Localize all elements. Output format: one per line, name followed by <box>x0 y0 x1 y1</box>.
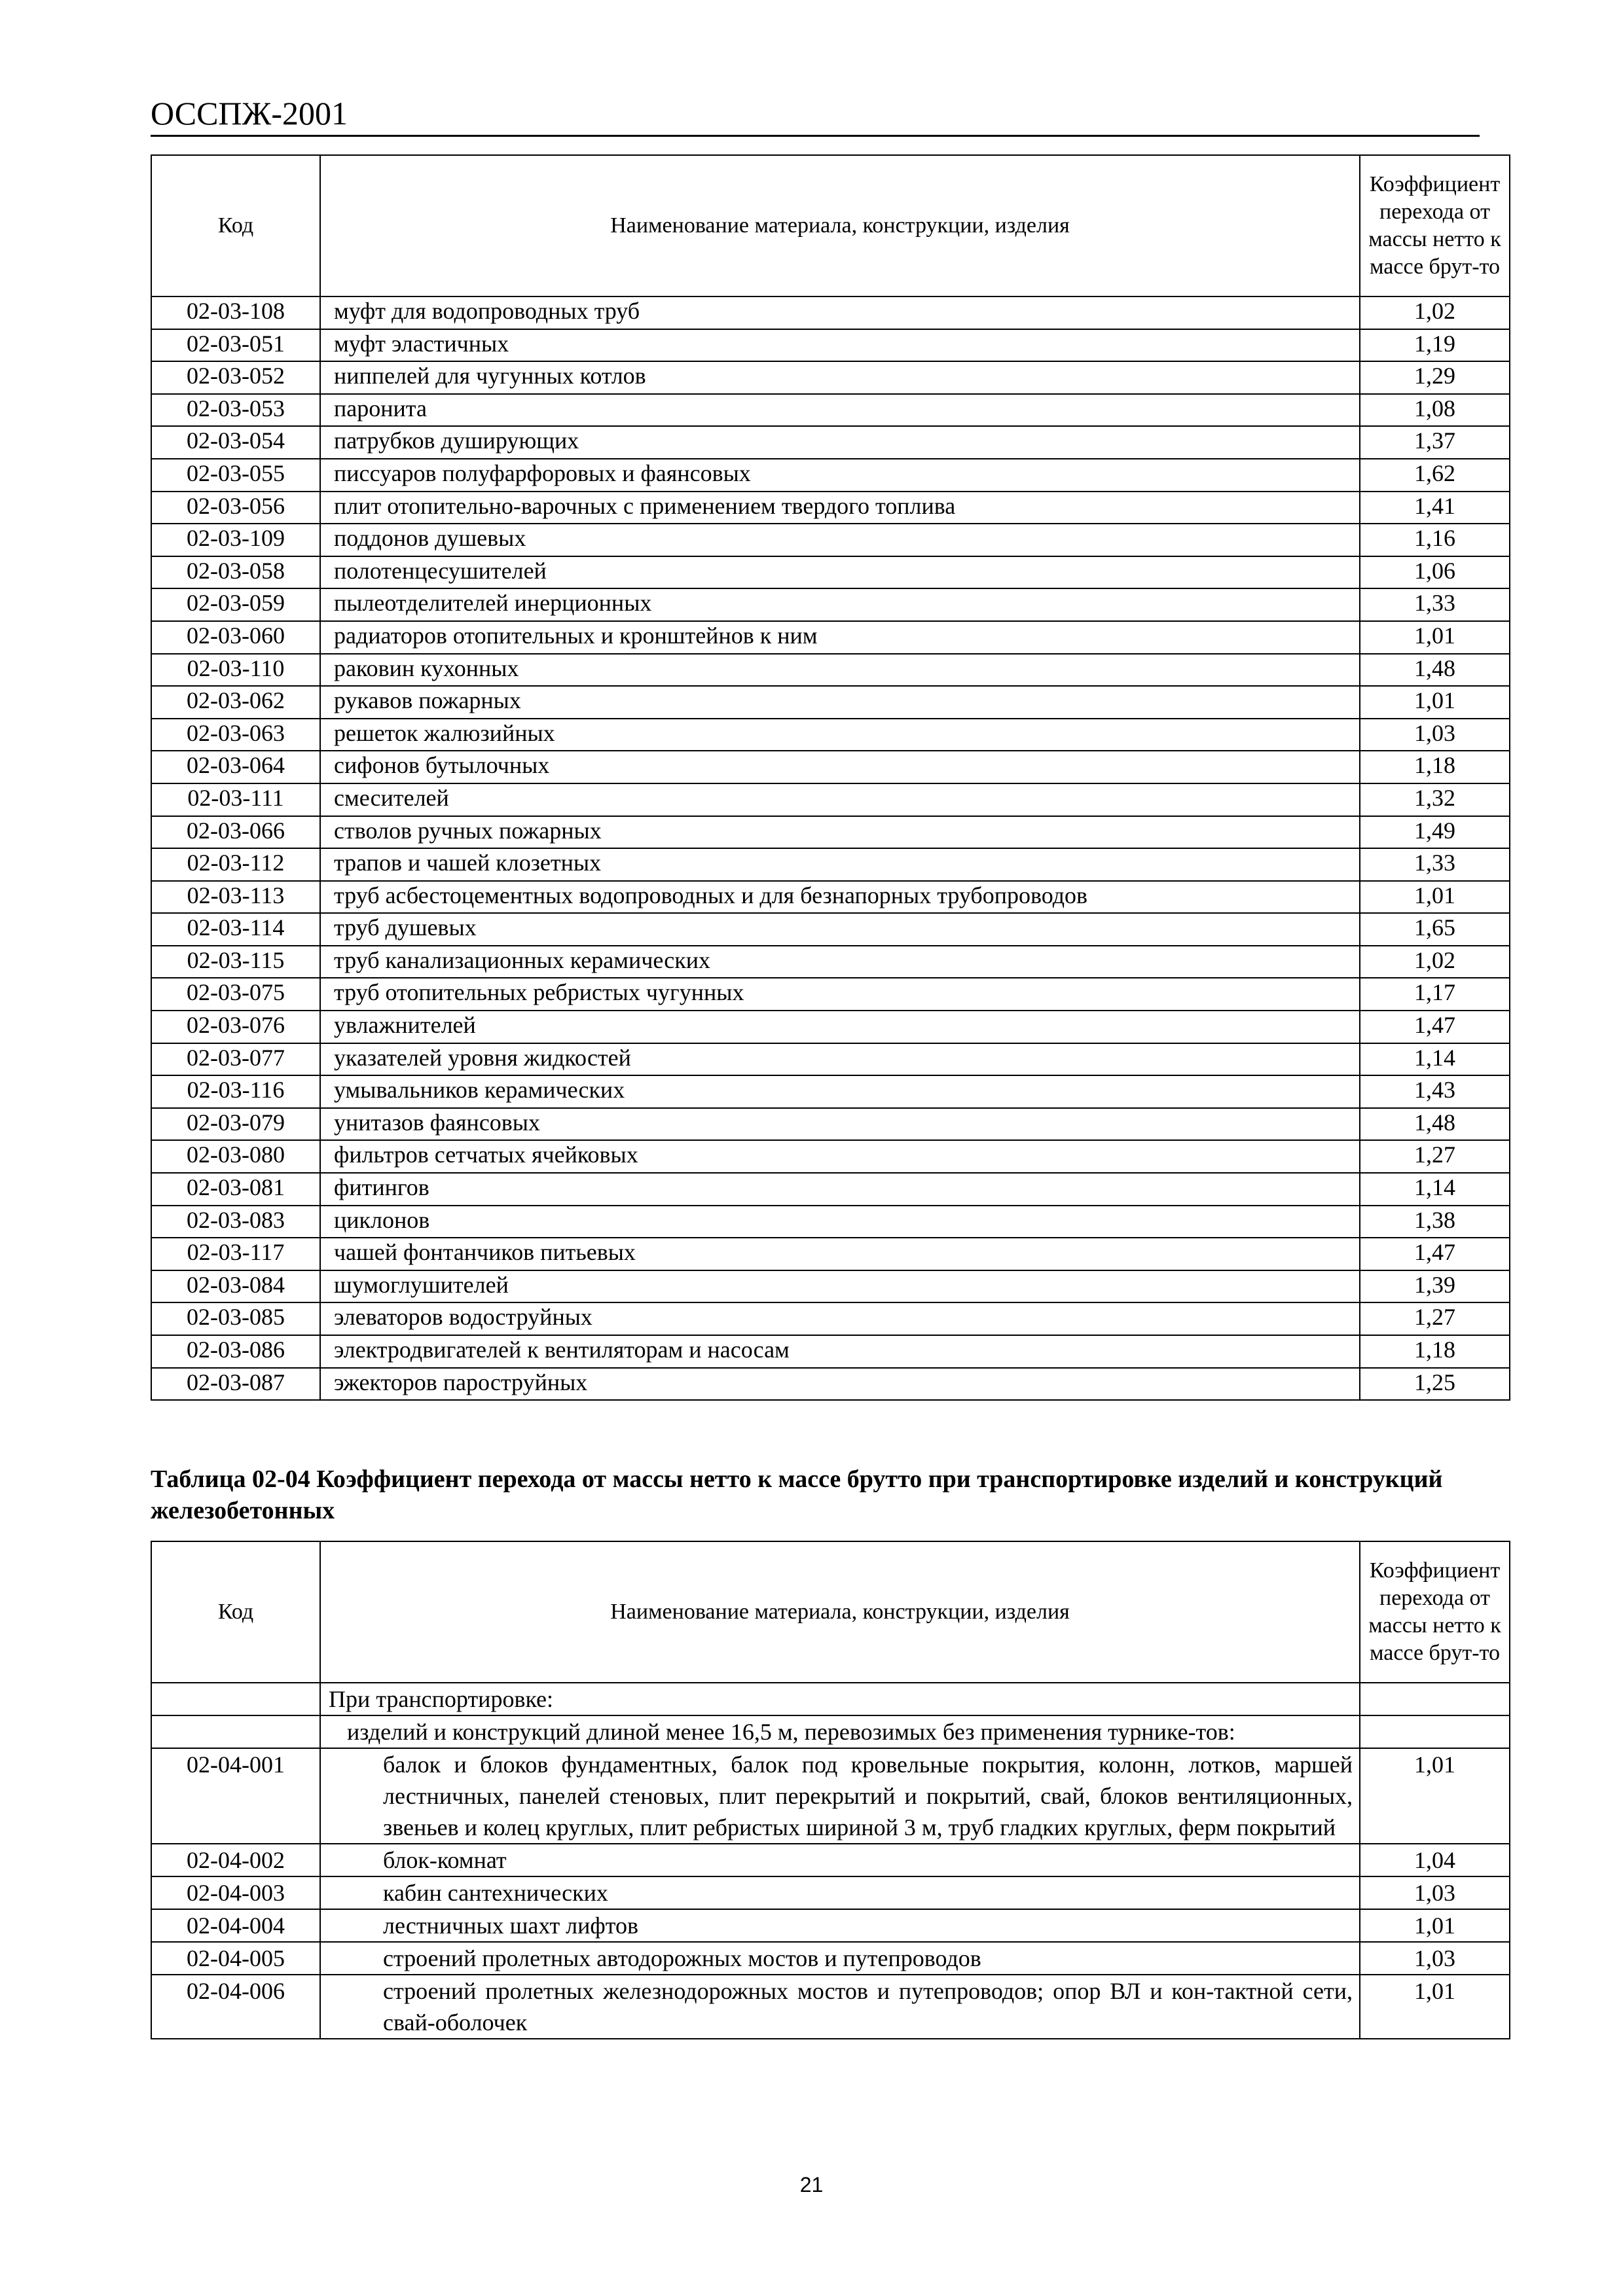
row-code: 02-04-004 <box>151 1909 320 1942</box>
table-row <box>151 1748 1510 1844</box>
row-coefficient: 1,38 <box>1360 1206 1510 1238</box>
row-name: труб асбестоцементных водопроводных и для безнапорных трубопроводов <box>320 881 1360 914</box>
table-row <box>151 1335 1510 1368</box>
table-row <box>151 329 1510 362</box>
table-row <box>151 881 1510 914</box>
row-code: 02-03-087 <box>151 1368 320 1401</box>
row-code: 02-03-085 <box>151 1302 320 1335</box>
row-code: 02-03-086 <box>151 1335 320 1368</box>
row-coefficient: 1,01 <box>1360 1909 1510 1942</box>
table-header-row <box>151 155 1510 296</box>
row-name: ниппелей для чугунных котлов <box>320 361 1360 394</box>
row-name: строений пролетных автодорожных мостов и путепроводов <box>320 1942 1360 1975</box>
row-coefficient: 1,33 <box>1360 848 1510 881</box>
row-name: пылеотделителей инерционных <box>320 588 1360 621</box>
row-code: 02-03-064 <box>151 751 320 783</box>
row-coefficient: 1,02 <box>1360 296 1510 329</box>
row-name: писсуаров полуфарфоровых и фаянсовых <box>320 459 1360 492</box>
row-coefficient: 1,62 <box>1360 459 1510 492</box>
row-code: 02-03-077 <box>151 1043 320 1076</box>
row-name: полотенцесушителей <box>320 556 1360 589</box>
row-code: 02-03-075 <box>151 978 320 1011</box>
row-name: труб канализационных керамических <box>320 946 1360 978</box>
column-header-coefficient: Коэффициент перехода от массы нетто к массе брут-то <box>1360 155 1510 296</box>
row-name: увлажнителей <box>320 1011 1360 1043</box>
table-row <box>151 1075 1510 1108</box>
materials-table <box>151 154 1510 1401</box>
table-row <box>151 588 1510 621</box>
row-coefficient: 1,02 <box>1360 946 1510 978</box>
table-row <box>151 556 1510 589</box>
column-header-name: Наименование материала, конструкции, изделия <box>320 1541 1360 1683</box>
table-row <box>151 1206 1510 1238</box>
row-coefficient: 1,03 <box>1360 719 1510 751</box>
row-code: 02-03-084 <box>151 1270 320 1303</box>
table-row <box>151 946 1510 978</box>
row-code: 02-04-005 <box>151 1942 320 1975</box>
row-code <box>151 1715 320 1748</box>
table-row <box>151 1108 1510 1141</box>
row-coefficient: 1,01 <box>1360 881 1510 914</box>
row-name: элеваторов водоструйных <box>320 1302 1360 1335</box>
row-coefficient: 1,39 <box>1360 1270 1510 1303</box>
row-code: 02-04-003 <box>151 1876 320 1909</box>
table-row <box>151 524 1510 556</box>
row-coefficient: 1,18 <box>1360 751 1510 783</box>
row-coefficient: 1,03 <box>1360 1942 1510 1975</box>
concrete-products-table <box>151 1541 1510 2039</box>
row-code: 02-03-054 <box>151 426 320 459</box>
table-row <box>151 978 1510 1011</box>
row-coefficient: 1,27 <box>1360 1302 1510 1335</box>
row-coefficient <box>1360 1683 1510 1715</box>
row-coefficient: 1,27 <box>1360 1140 1510 1173</box>
row-name: патрубков душирующих <box>320 426 1360 459</box>
row-coefficient: 1,65 <box>1360 913 1510 946</box>
row-code: 02-03-066 <box>151 816 320 849</box>
table-row <box>151 459 1510 492</box>
row-code: 02-03-108 <box>151 296 320 329</box>
row-coefficient: 1,29 <box>1360 361 1510 394</box>
row-name: блок-комнат <box>320 1844 1360 1876</box>
row-code: 02-04-001 <box>151 1748 320 1844</box>
table-caption: Таблица 02-04 Коэффициент перехода от массы нетто к массе брутто при транспортировке изделий и конструкций железобетонных <box>151 1465 1443 1524</box>
row-code: 02-03-056 <box>151 492 320 524</box>
row-name: раковин кухонных <box>320 654 1360 687</box>
row-code: 02-03-062 <box>151 686 320 719</box>
row-code: 02-03-059 <box>151 588 320 621</box>
row-coefficient: 1,48 <box>1360 1108 1510 1141</box>
row-coefficient: 1,16 <box>1360 524 1510 556</box>
row-name: указателей уровня жидкостей <box>320 1043 1360 1076</box>
row-name: При транспортировке: <box>320 1683 1360 1715</box>
row-code: 02-03-063 <box>151 719 320 751</box>
row-code: 02-03-055 <box>151 459 320 492</box>
table-row <box>151 686 1510 719</box>
row-name: стволов ручных пожарных <box>320 816 1360 849</box>
row-coefficient: 1,01 <box>1360 1975 1510 2039</box>
row-coefficient: 1,14 <box>1360 1173 1510 1206</box>
row-code: 02-03-076 <box>151 1011 320 1043</box>
row-name: умывальников керамических <box>320 1075 1360 1108</box>
table-row <box>151 361 1510 394</box>
column-header-code: Код <box>151 155 320 296</box>
row-name: изделий и конструкций длиной менее 16,5 м, перевозимых без применения турнике-тов: <box>320 1715 1360 1748</box>
row-name: муфт эластичных <box>320 329 1360 362</box>
row-coefficient: 1,03 <box>1360 1876 1510 1909</box>
row-name: плит отопительно-варочных с применением твердого топлива <box>320 492 1360 524</box>
table-row <box>151 296 1510 329</box>
row-name: фильтров сетчатых ячейковых <box>320 1140 1360 1173</box>
row-code: 02-03-110 <box>151 654 320 687</box>
row-code: 02-03-109 <box>151 524 320 556</box>
table-row <box>151 1011 1510 1043</box>
row-name: сифонов бутылочных <box>320 751 1360 783</box>
row-code: 02-03-053 <box>151 394 320 427</box>
column-header-coefficient: Коэффициент перехода от массы нетто к массе брут-то <box>1360 1541 1510 1683</box>
page-number: 21 <box>799 2173 824 2197</box>
row-code: 02-03-060 <box>151 621 320 654</box>
row-code: 02-03-115 <box>151 946 320 978</box>
row-name: циклонов <box>320 1206 1360 1238</box>
table-row <box>151 913 1510 946</box>
table-row <box>151 816 1510 849</box>
row-coefficient: 1,01 <box>1360 621 1510 654</box>
row-name: кабин сантехнических <box>320 1876 1360 1909</box>
row-name: фитингов <box>320 1173 1360 1206</box>
row-code: 02-03-052 <box>151 361 320 394</box>
table-row <box>151 394 1510 427</box>
row-name: радиаторов отопительных и кронштейнов к ним <box>320 621 1360 654</box>
row-coefficient: 1,33 <box>1360 588 1510 621</box>
row-name: рукавов пожарных <box>320 686 1360 719</box>
table-row <box>151 783 1510 816</box>
table-row <box>151 1876 1510 1909</box>
row-name: электродвигателей к вентиляторам и насосам <box>320 1335 1360 1368</box>
row-code: 02-03-117 <box>151 1238 320 1270</box>
row-coefficient: 1,08 <box>1360 394 1510 427</box>
row-name: унитазов фаянсовых <box>320 1108 1360 1141</box>
table-row <box>151 719 1510 751</box>
row-coefficient: 1,25 <box>1360 1368 1510 1401</box>
row-code: 02-03-114 <box>151 913 320 946</box>
row-code: 02-03-113 <box>151 881 320 914</box>
table-row <box>151 1368 1510 1401</box>
table-row <box>151 1683 1510 1715</box>
row-coefficient: 1,43 <box>1360 1075 1510 1108</box>
concrete-products-table-body <box>151 1683 1510 2039</box>
row-code: 02-03-080 <box>151 1140 320 1173</box>
row-coefficient: 1,18 <box>1360 1335 1510 1368</box>
row-coefficient: 1,49 <box>1360 816 1510 849</box>
row-name: муфт для водопроводных труб <box>320 296 1360 329</box>
row-code: 02-03-112 <box>151 848 320 881</box>
row-coefficient: 1,19 <box>1360 329 1510 362</box>
row-name: балок и блоков фундаментных, балок под кровельные покрытия, колонн, лотков, маршей лестничных, панелей стеновых, плит перекрытий и покрытий, свай, блоков вентиляционных, звеньев и колец круглых, плит ребристых шириной 3 м, труб гладких круглых, ферм покрытий <box>320 1748 1360 1844</box>
table-row <box>151 1270 1510 1303</box>
row-coefficient: 1,01 <box>1360 686 1510 719</box>
row-name: лестничных шахт лифтов <box>320 1909 1360 1942</box>
table-row <box>151 492 1510 524</box>
table-row <box>151 1238 1510 1270</box>
row-name: решеток жалюзийных <box>320 719 1360 751</box>
row-coefficient: 1,17 <box>1360 978 1510 1011</box>
document-header: ОССПЖ-2001 <box>151 92 1480 137</box>
table-row <box>151 1942 1510 1975</box>
row-coefficient: 1,41 <box>1360 492 1510 524</box>
row-code: 02-03-058 <box>151 556 320 589</box>
row-name: труб отопительных ребристых чугунных <box>320 978 1360 1011</box>
column-header-code: Код <box>151 1541 320 1683</box>
row-name: шумоглушителей <box>320 1270 1360 1303</box>
row-name: чашей фонтанчиков питьевых <box>320 1238 1360 1270</box>
table-row <box>151 1173 1510 1206</box>
row-coefficient: 1,47 <box>1360 1238 1510 1270</box>
table-row <box>151 1715 1510 1748</box>
row-code: 02-03-111 <box>151 783 320 816</box>
row-name: паронита <box>320 394 1360 427</box>
table-row <box>151 1302 1510 1335</box>
row-coefficient: 1,48 <box>1360 654 1510 687</box>
row-coefficient <box>1360 1715 1510 1748</box>
table-row <box>151 1975 1510 2039</box>
row-coefficient: 1,32 <box>1360 783 1510 816</box>
row-coefficient: 1,01 <box>1360 1748 1510 1844</box>
table-row <box>151 654 1510 687</box>
row-code: 02-03-083 <box>151 1206 320 1238</box>
row-coefficient: 1,06 <box>1360 556 1510 589</box>
column-header-name: Наименование материала, конструкции, изделия <box>320 155 1360 296</box>
row-coefficient: 1,37 <box>1360 426 1510 459</box>
row-code: 02-04-006 <box>151 1975 320 2039</box>
row-name: трапов и чашей клозетных <box>320 848 1360 881</box>
row-coefficient: 1,04 <box>1360 1844 1510 1876</box>
row-code: 02-03-081 <box>151 1173 320 1206</box>
row-name: строений пролетных железнодорожных мостов и путепроводов; опор ВЛ и кон-тактной сети, свай-оболочек <box>320 1975 1360 2039</box>
table-row <box>151 751 1510 783</box>
table-row <box>151 621 1510 654</box>
table-row <box>151 426 1510 459</box>
table-row <box>151 1043 1510 1076</box>
row-coefficient: 1,14 <box>1360 1043 1510 1076</box>
row-name: смесителей <box>320 783 1360 816</box>
materials-table-body <box>151 296 1510 1400</box>
table-header-row <box>151 1541 1510 1683</box>
row-coefficient: 1,47 <box>1360 1011 1510 1043</box>
table-row <box>151 1909 1510 1942</box>
row-name: эжекторов пароструйных <box>320 1368 1360 1401</box>
row-code <box>151 1683 320 1715</box>
table-row <box>151 848 1510 881</box>
row-code: 02-04-002 <box>151 1844 320 1876</box>
row-name: труб душевых <box>320 913 1360 946</box>
table-row <box>151 1844 1510 1876</box>
row-name: поддонов душевых <box>320 524 1360 556</box>
row-code: 02-03-051 <box>151 329 320 362</box>
table-row <box>151 1140 1510 1173</box>
row-code: 02-03-079 <box>151 1108 320 1141</box>
row-code: 02-03-116 <box>151 1075 320 1108</box>
